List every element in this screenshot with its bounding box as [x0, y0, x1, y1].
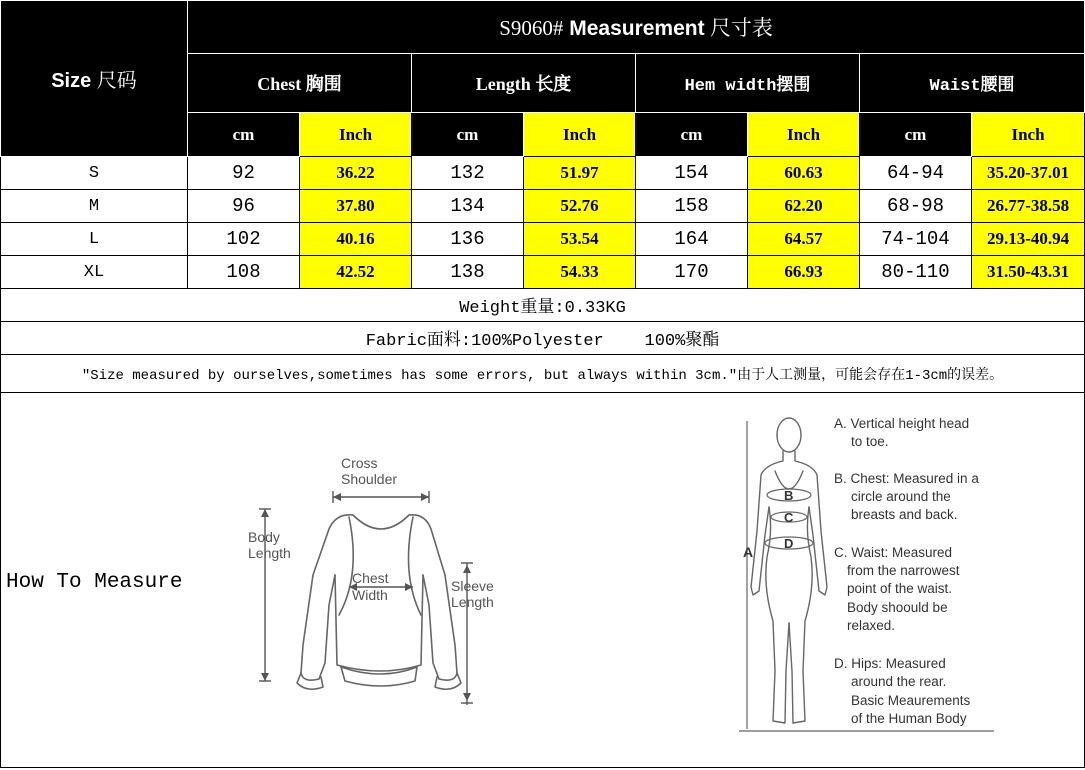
- svg-text:point of the waist.: point of the waist.: [847, 581, 953, 596]
- inch-value-cell: 54.33: [524, 256, 636, 289]
- group-length: Length 长度: [412, 54, 636, 113]
- size-cell: S: [1, 157, 188, 190]
- inch-value-cell: 53.54: [524, 223, 636, 256]
- svg-text:of the Human Body: of the Human Body: [851, 711, 967, 726]
- table-row: [1, 157, 1085, 190]
- body-length-label: Body: [248, 529, 280, 545]
- sleeve-length-label: Sleeve: [451, 578, 494, 594]
- cm-value-cell: 158: [636, 190, 748, 223]
- fabric-note: Fabric面料:100%Polyester 100%聚酯: [1, 322, 1085, 355]
- svg-text:Basic Meaurements: Basic Meaurements: [851, 693, 971, 708]
- legend-a-line1: A. Vertical height head: [834, 416, 970, 431]
- cm-value-cell: 132: [412, 157, 524, 190]
- svg-text:breasts and back.: breasts and back.: [851, 507, 958, 522]
- inch-value-cell: 51.97: [524, 157, 636, 190]
- cm-value-cell: 138: [412, 256, 524, 289]
- inch-value-cell: 62.20: [748, 190, 860, 223]
- table-title: [188, 1, 1085, 54]
- legend-d-line1: D. Hips: Measured: [834, 656, 946, 671]
- cm-value-cell: 108: [188, 256, 300, 289]
- size-rows: [1, 157, 1085, 289]
- size-cell: M: [1, 190, 188, 223]
- inch-value-cell: 52.76: [524, 190, 636, 223]
- legend-b-line1: B. Chest: Measured in a: [834, 471, 979, 486]
- title-code: S9060#: [499, 16, 564, 40]
- inch-value-cell: 36.22: [300, 157, 412, 190]
- unit-cm: cm: [412, 113, 524, 157]
- cm-value-cell: 68-98: [860, 190, 972, 223]
- inch-value-cell: 40.16: [300, 223, 412, 256]
- shirt-diagram: [241, 455, 511, 705]
- body-figure-diagram: [729, 411, 999, 741]
- size-cell: L: [1, 223, 188, 256]
- svg-text:from the narrowest: from the narrowest: [847, 563, 960, 578]
- cm-value-cell: 74-104: [860, 223, 972, 256]
- svg-text:Width: Width: [352, 587, 388, 603]
- cm-value-cell: 64-94: [860, 157, 972, 190]
- cm-value-cell: 170: [636, 256, 748, 289]
- cm-value-cell: 92: [188, 157, 300, 190]
- figure-label-b: B: [784, 488, 794, 503]
- how-to-measure-section: [1, 393, 1085, 768]
- inch-value-cell: 60.63: [748, 157, 860, 190]
- size-label-cn: 尺码: [96, 70, 137, 92]
- figure-label-a: A: [743, 544, 754, 560]
- svg-text:circle around the: circle around the: [851, 489, 951, 504]
- how-to-measure-label: How To Measure: [6, 571, 183, 594]
- size-cell: XL: [1, 256, 188, 289]
- disclaimer-note: "Size measured by ourselves,sometimes has some errors, but always within 3cm."由于人工测量，可能会存在1-3cm的误差。: [1, 355, 1085, 393]
- unit-inch: Inch: [300, 113, 412, 157]
- chest-width-label: Chest: [352, 570, 389, 586]
- inch-value-cell: 31.50-43.31: [972, 256, 1085, 289]
- size-label: Size: [51, 70, 92, 92]
- svg-text:to toe.: to toe.: [851, 434, 889, 449]
- group-chest: Chest 胸围: [188, 54, 412, 113]
- cm-value-cell: 80-110: [860, 256, 972, 289]
- cross-shoulder-label: Cross: [341, 455, 378, 471]
- figure-label-d: D: [784, 536, 794, 551]
- inch-value-cell: 42.52: [300, 256, 412, 289]
- svg-text:around the rear.: around the rear.: [851, 674, 947, 689]
- legend-c-line1: C. Waist: Measured: [834, 545, 953, 560]
- svg-text:Body shoould be: Body shoould be: [847, 600, 948, 615]
- inch-value-cell: 26.77-38.58: [972, 190, 1085, 223]
- cm-value-cell: 96: [188, 190, 300, 223]
- figure-label-c: C: [784, 510, 794, 525]
- title-cn: 尺寸表: [709, 16, 773, 40]
- group-waist: Waist腰围: [860, 54, 1085, 113]
- inch-value-cell: 64.57: [748, 223, 860, 256]
- size-header: [1, 1, 188, 157]
- table-row: [1, 256, 1085, 289]
- svg-text:Shoulder: Shoulder: [341, 471, 398, 487]
- cm-value-cell: 136: [412, 223, 524, 256]
- inch-value-cell: 35.20-37.01: [972, 157, 1085, 190]
- table-row: [1, 223, 1085, 256]
- table-row: [1, 190, 1085, 223]
- svg-text:Length: Length: [451, 594, 494, 610]
- svg-text:Length: Length: [248, 545, 291, 561]
- inch-value-cell: 37.80: [300, 190, 412, 223]
- unit-inch: Inch: [748, 113, 860, 157]
- title-word: Measurement: [569, 17, 705, 40]
- unit-inch: Inch: [972, 113, 1085, 157]
- svg-text:relaxed.: relaxed.: [847, 618, 896, 633]
- unit-cm: cm: [860, 113, 972, 157]
- cm-value-cell: 164: [636, 223, 748, 256]
- cm-value-cell: 154: [636, 157, 748, 190]
- inch-value-cell: 29.13-40.94: [972, 223, 1085, 256]
- cm-value-cell: 102: [188, 223, 300, 256]
- unit-cm: cm: [636, 113, 748, 157]
- unit-cm: cm: [188, 113, 300, 157]
- cm-value-cell: 134: [412, 190, 524, 223]
- group-hem-width: Hem width摆围: [636, 54, 860, 113]
- inch-value-cell: 66.93: [748, 256, 860, 289]
- unit-inch: Inch: [524, 113, 636, 157]
- weight-note: Weight重量:0.33KG: [1, 289, 1085, 322]
